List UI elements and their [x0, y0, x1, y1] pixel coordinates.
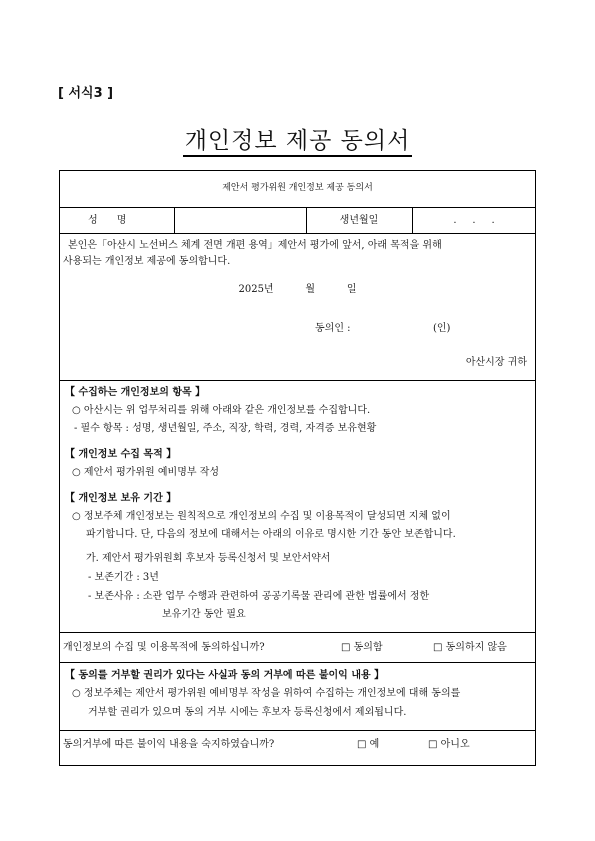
- purpose-line-1: ○ 제안서 평가위원 예비명부 작성: [72, 467, 220, 478]
- retention-line-2: 파기합니다. 단, 다음의 정보에 대해서는 아래의 이유로 명시한 기간 동안 보존합니다.: [86, 529, 456, 540]
- header-row: [60, 171, 535, 208]
- retention-line-1: ○ 정보주체 개인정보는 원칙적으로 개인정보의 수집 및 이용목적이 달성되면 지체 없이: [72, 511, 451, 522]
- header-row-text: 제안서 평가위원 개인정보 제공 동의서: [222, 183, 373, 193]
- retention-line-3: 가. 제안서 평가위원회 후보자 등록신청서 및 보안서약서: [86, 553, 331, 564]
- addressee: 아산시장 귀하: [465, 357, 527, 368]
- refusal-line-2: 거부할 권리가 있으며 동의 거부 시에는 후보자 등록신청에서 제외됩니다.: [88, 707, 407, 718]
- consent-line-1: 본인은「아산시 노선버스 체계 전면 개편 용역」제안서 평가에 앞서, 아래 목적을 위해: [68, 240, 442, 251]
- items-line-1: ○ 아산시는 위 업무처리를 위해 아래와 같은 개인정보를 수집합니다.: [72, 405, 371, 416]
- section-heading-items: 【 수집하는 개인정보의 항목 】: [65, 387, 206, 398]
- items-line-2: - 필수 항목 : 성명, 생년월일, 주소, 직장, 학력, 경력, 자격증 보유현황: [74, 423, 377, 434]
- agree-checkbox[interactable]: □ 동의함: [341, 642, 383, 653]
- consent-question-row: [60, 633, 535, 663]
- section-heading-retention: 【 개인정보 보유 기간 】: [65, 493, 177, 504]
- refusal-rights: [60, 663, 535, 731]
- title-text: 개인정보 제공 동의서: [183, 128, 413, 157]
- acknowledge-question: 동의거부에 따른 불이익 내용을 숙지하였습니까?: [63, 739, 275, 750]
- consent-form-table: [59, 170, 536, 766]
- yes-checkbox[interactable]: □ 예: [357, 739, 380, 750]
- form-number: [ 서식3 ]: [58, 86, 114, 101]
- name-label: 성 명: [88, 215, 127, 226]
- consent-question: 개인정보의 수집 및 이용목적에 동의하십니까?: [63, 642, 265, 653]
- retention-line-5: - 보존사유 : 소관 업무 수행과 관련하여 공공기록물 관리에 관한 법률에서 정한: [88, 591, 430, 602]
- page-title: [0, 122, 595, 155]
- collection-details: [60, 381, 535, 633]
- name-field[interactable]: [175, 208, 305, 233]
- section-heading-refusal: 【 동의를 거부할 권리가 있다는 사실과 동의 거부에 따른 불이익 내용 】: [65, 670, 385, 681]
- signer-label: 동의인 :: [315, 323, 351, 334]
- birth-label: 생년월일: [339, 215, 379, 226]
- name-birth-row: [60, 208, 535, 234]
- refusal-line-1: ○ 정보주체는 제안서 평가위원 예비명부 작성을 위하여 수집하는 개인정보에 대해 동의를: [72, 688, 461, 699]
- acknowledge-question-row: [60, 731, 535, 765]
- disagree-checkbox[interactable]: □ 동의하지 않음: [433, 642, 507, 653]
- retention-line-6: 보유기간 동안 필요: [162, 609, 246, 620]
- consent-date: 2025년 월 일: [238, 284, 357, 295]
- seal-mark: (인): [433, 323, 451, 334]
- retention-line-4: - 보존기간 : 3년: [88, 572, 159, 583]
- consent-line-2: 사용되는 개인정보 제공에 동의합니다.: [63, 256, 231, 267]
- no-checkbox[interactable]: □ 아니오: [428, 739, 470, 750]
- birth-field[interactable]: . . .: [453, 215, 495, 226]
- consent-statement: [60, 234, 535, 381]
- section-heading-purpose: 【 개인정보 수집 목적 】: [65, 449, 177, 460]
